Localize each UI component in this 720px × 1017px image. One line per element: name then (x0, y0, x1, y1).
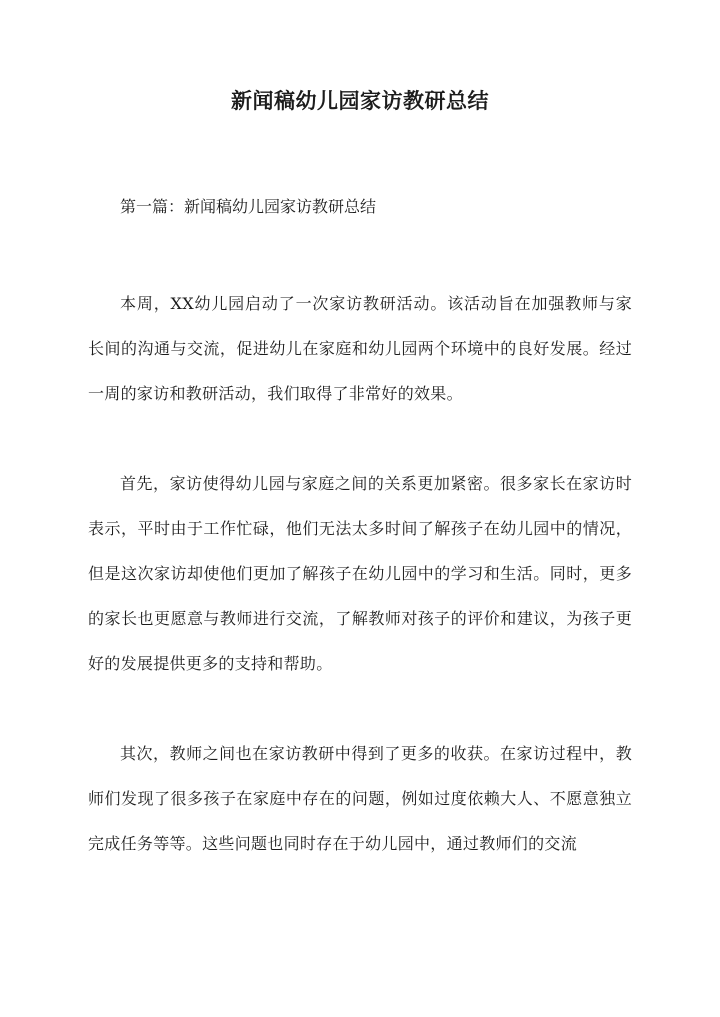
paragraph-first-point: 首先，家访使得幼儿园与家庭之间的关系更加紧密。很多家长在家访时表示，平时由于工作忙碌，他们无法太多时间了解孩子在幼儿园中的情况，但是这次家访却使他们更加了解孩子在幼儿园中的学习和生活。同时，更多的家长也更愿意与教师进行交流，了解教师对孩子的评价和建议，为孩子更好的发展提供更多的支持和帮助。 (88, 474, 632, 673)
paragraph-intro: 本周，XX幼儿园启动了一次家访教研活动。该活动旨在加强教师与家长间的沟通与交流，促进幼儿在家庭和幼儿园两个环境中的良好发展。经过一周的家访和教研活动，我们取得了非常好的效果。 (88, 294, 632, 403)
section-heading: 第一篇：新闻稿幼儿园家访教研总结 (120, 197, 377, 216)
paragraph-second-point: 其次，教师之间也在家访教研中得到了更多的收获。在家访过程中，教师们发现了很多孩子在家庭中存在的问题，例如过度依赖大人、不愿意独立完成任务等等。这些问题也同时存在于幼儿园中，通过教师们的交流 (88, 744, 632, 853)
page-title: 新闻稿幼儿园家访教研总结 (231, 88, 489, 113)
